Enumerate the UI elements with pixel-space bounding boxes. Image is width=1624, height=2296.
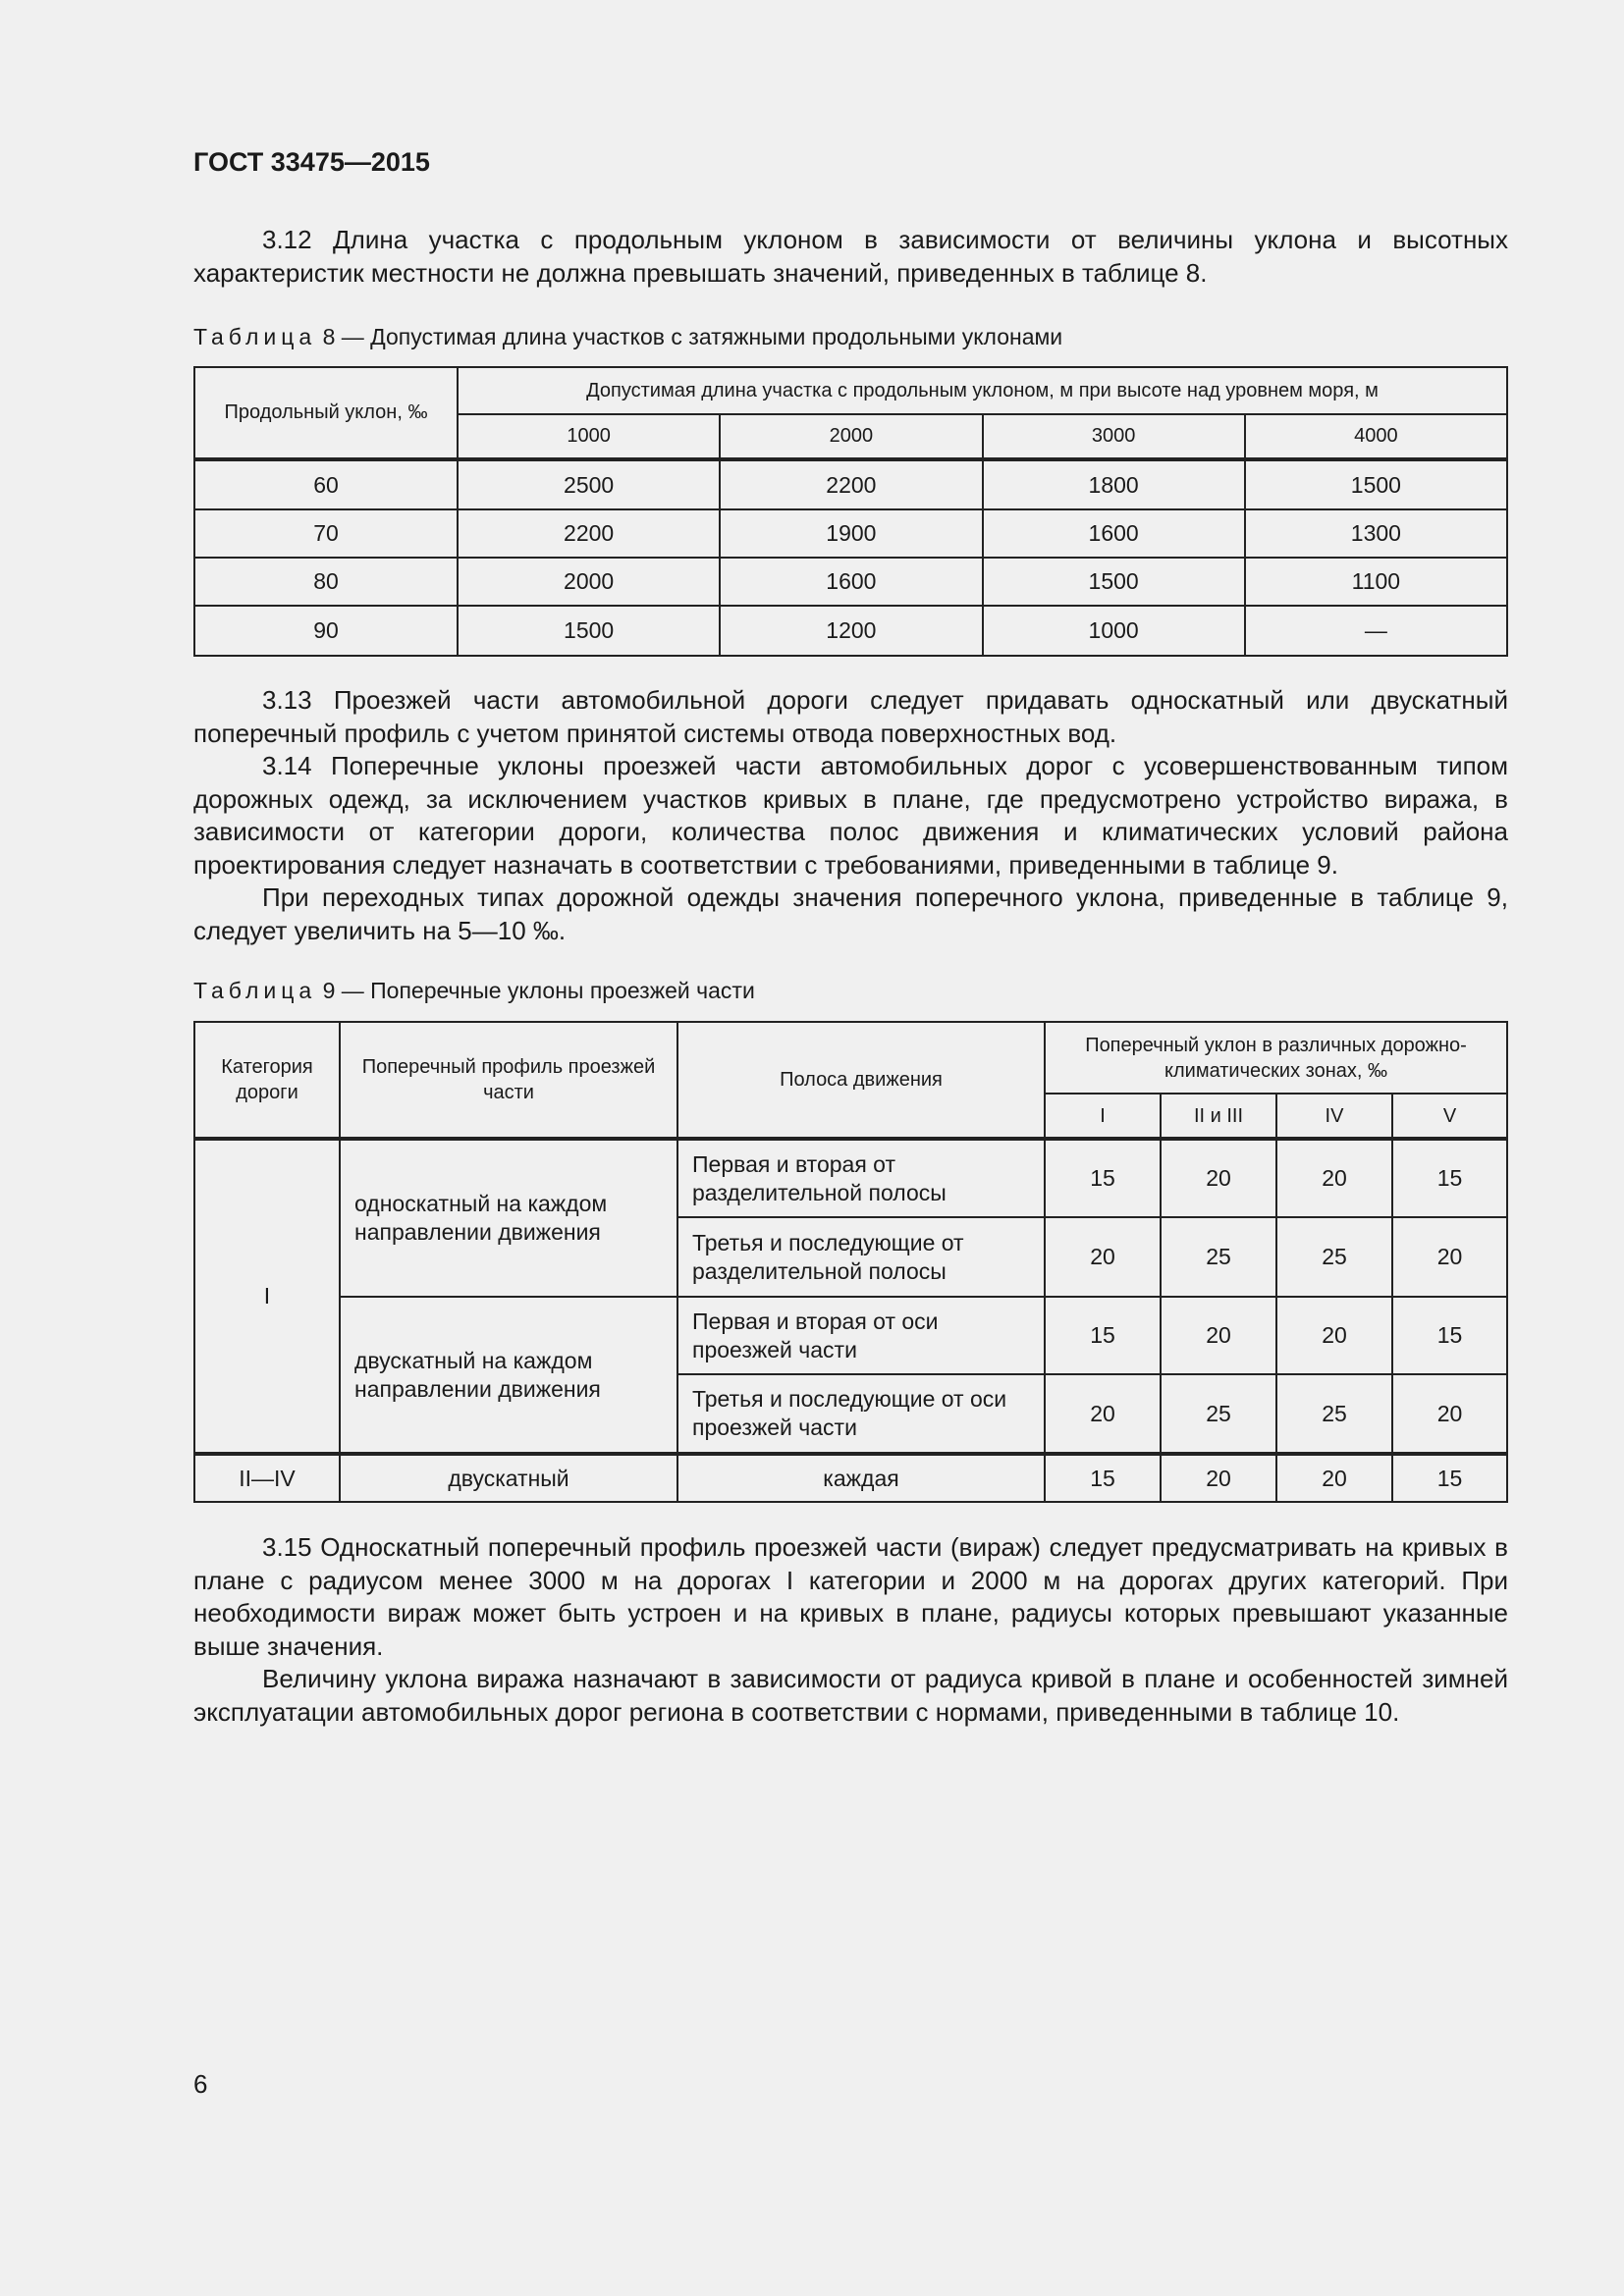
cell: 60 xyxy=(194,459,458,509)
table-row xyxy=(194,1297,1507,1374)
caption-text: 9 — Поперечные уклоны проезжей части xyxy=(316,978,755,1003)
cell: 1600 xyxy=(983,509,1245,558)
lane-cell: Первая и вторая от оси проезжей части xyxy=(677,1297,1045,1374)
cell: 1500 xyxy=(1245,459,1507,509)
cell: 20 xyxy=(1392,1374,1507,1454)
table-row xyxy=(194,1454,1507,1502)
cell: 25 xyxy=(1161,1217,1276,1297)
header-lane: Полоса движения xyxy=(677,1022,1045,1139)
cell: 2200 xyxy=(458,509,720,558)
header-height: 1000 xyxy=(458,414,720,459)
paragraph-text: 3.12 Длина участка с продольным уклоном в зависимости от величины уклона и высотных характеристик местности не должна превышать значений, приведенных в таблице 8. xyxy=(193,225,1508,288)
header-zone: IV xyxy=(1276,1094,1392,1139)
table-8 xyxy=(193,366,1508,657)
table-row xyxy=(194,558,1507,606)
paragraphs-3-13-3-14 xyxy=(193,684,1508,947)
paragraph-3-14-continued: При переходных типах дорожной одежды значения поперечного уклона, приведенные в таблице 9, следует увеличить на 5—10 ‰. xyxy=(193,882,1508,945)
lane-cell: Третья и последующие от разделительной полосы xyxy=(677,1217,1045,1297)
cell: 1000 xyxy=(983,606,1245,656)
cell: 20 xyxy=(1045,1217,1161,1297)
paragraph-3-14: 3.14 Поперечные уклоны проезжей части автомобильных дорог с усовершенствованным типом дорожных одежд, за исключением участков кривых в плане, где предусмотрено устройство виража, в зависимости от категории дороги, количества полос движения и климатических условий района проектирования следует назначать в соответствии с требованиями, приведенными в таблице 9. xyxy=(193,751,1508,880)
header-zone: I xyxy=(1045,1094,1161,1139)
cell: 20 xyxy=(1045,1374,1161,1454)
document-header: ГОСТ 33475—2015 xyxy=(193,147,430,177)
cell: 1800 xyxy=(983,459,1245,509)
header-height: 4000 xyxy=(1245,414,1507,459)
lane-cell: каждая xyxy=(677,1454,1045,1502)
cell: — xyxy=(1245,606,1507,656)
cell: 1600 xyxy=(720,558,982,606)
table-9 xyxy=(193,1021,1508,1503)
header-zone: II и III xyxy=(1161,1094,1276,1139)
header-profile: Поперечный профиль проезжей части xyxy=(340,1022,677,1139)
header-group: Допустимая длина участка с продольным уклоном, м при высоте над уровнем моря, м xyxy=(458,367,1507,414)
table8-caption xyxy=(193,324,1062,350)
cell: 20 xyxy=(1392,1217,1507,1297)
cell: 15 xyxy=(1392,1297,1507,1374)
cell: 2000 xyxy=(458,558,720,606)
header-height: 2000 xyxy=(720,414,982,459)
profile-cell: двускатный xyxy=(340,1454,677,1502)
cell: 20 xyxy=(1276,1454,1392,1502)
cell: 15 xyxy=(1045,1139,1161,1217)
header-height: 3000 xyxy=(983,414,1245,459)
cell: 1300 xyxy=(1245,509,1507,558)
paragraphs-3-15 xyxy=(193,1531,1508,1729)
header-zone: V xyxy=(1392,1094,1507,1139)
lane-cell: Первая и вторая от разделительной полосы xyxy=(677,1139,1045,1217)
cell: 25 xyxy=(1276,1374,1392,1454)
caption-prefix: Таблица xyxy=(193,324,317,349)
cell: 1500 xyxy=(458,606,720,656)
caption-text: 8 — Допустимая длина участков с затяжными продольными уклонами xyxy=(316,324,1063,349)
table-row xyxy=(194,459,1507,509)
header-category: Категория дороги xyxy=(194,1022,340,1139)
cell: 25 xyxy=(1161,1374,1276,1454)
table-row xyxy=(194,509,1507,558)
cell: 1500 xyxy=(983,558,1245,606)
cell: 20 xyxy=(1276,1139,1392,1217)
paragraph-3-15-continued: Величину уклона виража назначают в зависимости от радиуса кривой в плане и особенностей зимней эксплуатации автомобильных дорог региона в соответствии с нормами, приведенными в таблице 10. xyxy=(193,1664,1508,1727)
table-row xyxy=(194,1139,1507,1217)
cell: 20 xyxy=(1161,1139,1276,1217)
cell: 15 xyxy=(1392,1454,1507,1502)
cell: 70 xyxy=(194,509,458,558)
header-slope: Продольный уклон, ‰ xyxy=(194,367,458,459)
caption-prefix: Таблица xyxy=(193,978,317,1003)
cell: 2500 xyxy=(458,459,720,509)
cell: 20 xyxy=(1161,1454,1276,1502)
profile-cell: односкатный на каждом направлении движения xyxy=(340,1139,677,1297)
cell: 15 xyxy=(1392,1139,1507,1217)
header-group: Поперечный уклон в различных дорожно-климатических зонах, ‰ xyxy=(1045,1022,1507,1094)
paragraph-3-13: 3.13 Проезжей части автомобильной дороги следует придавать односкатный или двускатный поперечный профиль с учетом принятой системы отвода поверхностных вод. xyxy=(193,685,1508,748)
table-row xyxy=(194,606,1507,656)
category-cell: II—IV xyxy=(194,1454,340,1502)
cell: 1200 xyxy=(720,606,982,656)
cell: 25 xyxy=(1276,1217,1392,1297)
cell: 15 xyxy=(1045,1454,1161,1502)
table9-caption xyxy=(193,978,755,1004)
paragraph-3-12 xyxy=(193,224,1508,290)
cell: 80 xyxy=(194,558,458,606)
profile-cell: двускатный на каждом направлении движения xyxy=(340,1297,677,1454)
paragraph-3-15: 3.15 Односкатный поперечный профиль проезжей части (вираж) следует предусматривать на кривых в плане с радиусом менее 3000 м на дорогах I категории и 2000 м на дорогах других категорий. При необходимости вираж может быть устроен и на кривых в плане, радиусы которых превышают указанные выше значения. xyxy=(193,1532,1508,1661)
lane-cell: Третья и последующие от оси проезжей части xyxy=(677,1374,1045,1454)
category-cell: I xyxy=(194,1139,340,1454)
cell: 1100 xyxy=(1245,558,1507,606)
cell: 90 xyxy=(194,606,458,656)
cell: 20 xyxy=(1161,1297,1276,1374)
cell: 15 xyxy=(1045,1297,1161,1374)
page-number: 6 xyxy=(193,2069,208,2099)
cell: 2200 xyxy=(720,459,982,509)
cell: 1900 xyxy=(720,509,982,558)
cell: 20 xyxy=(1276,1297,1392,1374)
